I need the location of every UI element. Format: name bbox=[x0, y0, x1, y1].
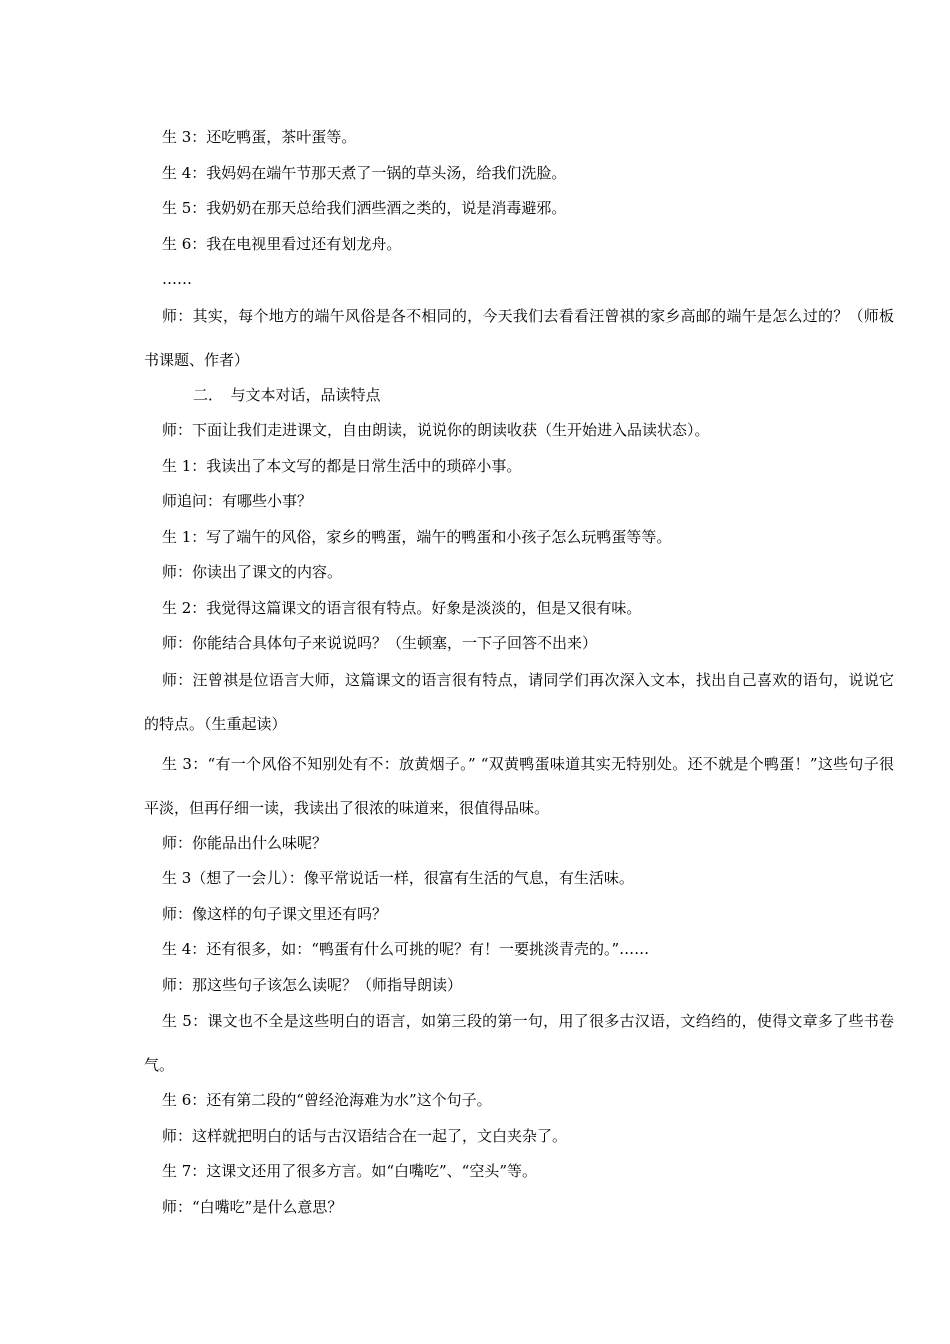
paragraph: 生 6：还有第二段的“曾经沧海难为水”这个句子。 bbox=[162, 1091, 492, 1109]
paragraph: 生 7：这课文还用了很多方言。如“白嘴吃”、“空头”等。 bbox=[162, 1162, 537, 1180]
paragraph: 师：那这些句子该怎么读呢？（师指导朗读） bbox=[162, 975, 463, 994]
paragraph: 师：像这样的句子课文里还有吗？ bbox=[162, 904, 388, 923]
document-body bbox=[144, 120, 894, 1225]
paragraph: 师：你读出了课文的内容。 bbox=[162, 563, 343, 581]
paragraph: 生 5：课文也不全是这些明白的语言，如第三段的第一句，用了很多古汉语，文绉绉的，使得文章多了些书卷气。 bbox=[144, 1012, 894, 1074]
paragraph: 师：下面让我们走进课文，自由朗读，说说你的朗读收获（生开始进入品读状态）。 bbox=[162, 421, 710, 439]
paragraph: 生 2：我觉得这篇课文的语言很有特点。好象是淡淡的，但是又很有味。 bbox=[162, 598, 642, 617]
paragraph: 生 5：我奶奶在那天总给我们洒些酒之类的，说是消毒避邪。 bbox=[162, 199, 567, 217]
paragraph: 生 6：我在电视里看过还有划龙舟。 bbox=[162, 234, 402, 253]
paragraph: 师：汪曾祺是位语言大师，这篇课文的语言很有特点，请同学们再次深入文本，找出自己喜欢的语句，说说它的特点。（生重起读） bbox=[144, 670, 894, 733]
paragraph: 生 3：“有一个风俗不知别处有不：放黄烟子。” “双黄鸭蛋味道其实无特别处。还不就是个鸭蛋！”这些句子很平淡，但再仔细一读，我读出了很浓的味道来，很值得品味。 bbox=[144, 754, 894, 817]
paragraph: 生 1：我读出了本文写的都是日常生活中的琐碎小事。 bbox=[162, 456, 522, 475]
paragraph: 师：其实，每个地方的端午风俗是各不相同的，今天我们去看看汪曾祺的家乡高邮的端午是怎么过的？（师板书课题、作者） bbox=[144, 306, 894, 369]
paragraph: 师：你能品出什么味呢？ bbox=[162, 833, 328, 852]
paragraph: 师：“白嘴吃”是什么意思？ bbox=[162, 1197, 343, 1216]
ellipsis-line: …… bbox=[162, 270, 192, 288]
paragraph: 师追问：有哪些小事？ bbox=[162, 492, 313, 510]
paragraph: 师：这样就把明白的话与古汉语结合在一起了，文白夹杂了。 bbox=[162, 1126, 568, 1145]
paragraph: 生 4：我妈妈在端午节那天煮了一锅的草头汤，给我们洗脸。 bbox=[162, 163, 567, 182]
paragraph: 师：你能结合具体句子来说说吗？（生顿塞，一下子回答不出来） bbox=[162, 634, 598, 652]
paragraph: 生 1：写了端午的风俗，家乡的鸭蛋，端午的鸭蛋和小孩子怎么玩鸭蛋等等。 bbox=[162, 527, 672, 546]
section-heading: 二． 与文本对话，品读特点 bbox=[193, 385, 381, 404]
paragraph: 生 4：还有很多，如：“鸭蛋有什么可挑的呢？有！一要挑淡青壳的。”…… bbox=[162, 940, 650, 958]
paragraph: 生 3：还吃鸭蛋，茶叶蛋等。 bbox=[162, 128, 357, 146]
paragraph: 生 3（想了一会儿）：像平常说话一样，很富有生活的气息，有生活味。 bbox=[162, 869, 634, 887]
